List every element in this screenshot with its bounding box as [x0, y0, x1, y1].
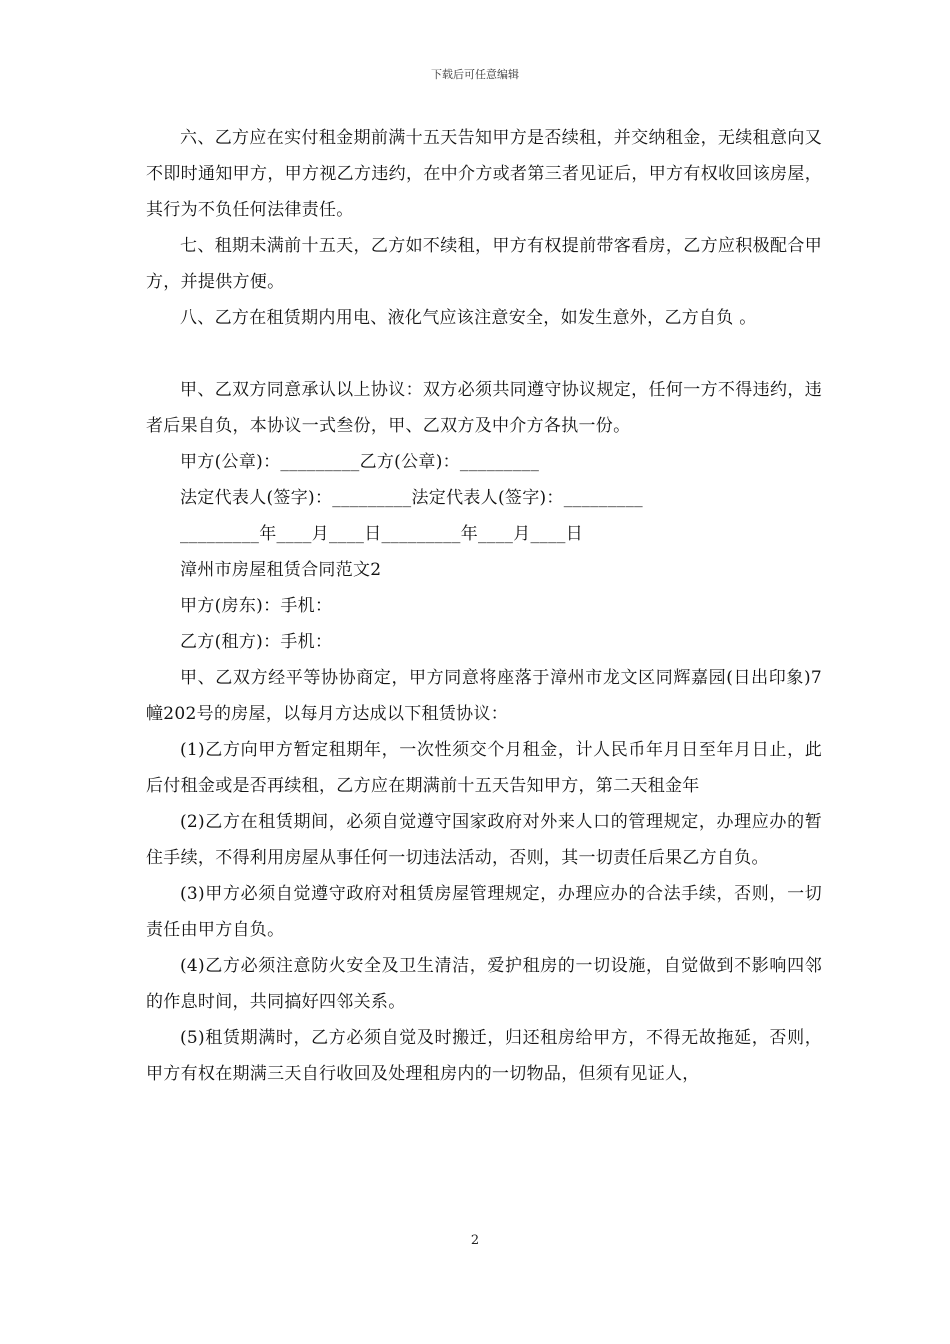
item-1: (1)乙方向甲方暂定租期年，一次性须交个月租金，计人民币年月日至年月日止，此后付租金或是否再续租，乙方应在期满前十五天告知甲方，第二天租金年 [146, 740, 822, 796]
party-a-line: 甲方(房东)：手机： [180, 596, 333, 616]
representative-signature-line: 法定代表人(签字)：_________法定代表人(签字)：_________ [180, 488, 643, 508]
page-header: 下载后可任意编辑 [431, 68, 519, 81]
paragraph-gap [146, 336, 822, 372]
item-2: (2)乙方在租赁期间，必须自觉遵守国家政府对外来人口的管理规定，办理应办的暂住手续，不得利用房屋从事任何一切违法活动，否则，其一切责任后果乙方自负。 [146, 812, 822, 868]
clause-7: 七、租期未满前十五天，乙方如不续租，甲方有权提前带客看房，乙方应积极配合甲方，并提供方便。 [146, 236, 822, 292]
page-number: 2 [470, 1233, 480, 1248]
agreement-paragraph: 甲、乙双方同意承认以上协议：双方必须共同遵守协议规定，任何一方不得违约，违者后果自负，本协议一式叁份，甲、乙双方及中介方各执一份。 [146, 380, 822, 436]
date-line: _________年____月____日_________年____月____日 [180, 524, 583, 544]
item-4: (4)乙方必须注意防火安全及卫生清洁，爱护租房的一切设施，自觉做到不影响四邻的作息时间，共同搞好四邻关系。 [146, 956, 822, 1012]
item-5: (5)租赁期满时，乙方必须自觉及时搬迁，归还租房给甲方，不得无故拖延，否则，甲方有权在期满三天自行收回及处理租房内的一切物品，但须有见证人， [146, 1028, 822, 1084]
clause-6: 六、乙方应在实付租金期前满十五天告知甲方是否续租，并交纳租金，无续租意向又不即时通知甲方，甲方视乙方违约，在中介方或者第三者见证后，甲方有权收回该房屋，其行为不负任何法律责任。 [146, 128, 822, 220]
section-title: 漳州市房屋租赁合同范文2 [180, 560, 382, 580]
intro-paragraph: 甲、乙双方经平等协协商定，甲方同意将座落于漳州市龙文区同辉嘉园(日出印象)7幢202号的房屋，以每月方达成以下租赁协议： [146, 668, 822, 724]
item-3: (3)甲方必须自觉遵守政府对租赁房屋管理规定，办理应办的合法手续，否则，一切责任由甲方自负。 [146, 884, 822, 940]
document-body [146, 120, 822, 1092]
party-b-line: 乙方(租方)：手机： [180, 632, 333, 652]
seal-line: 甲方(公章)：_________乙方(公章)：_________ [180, 452, 540, 472]
clause-8: 八、乙方在租赁期内用电、液化气应该注意安全，如发生意外，乙方自负 。 [180, 308, 757, 328]
